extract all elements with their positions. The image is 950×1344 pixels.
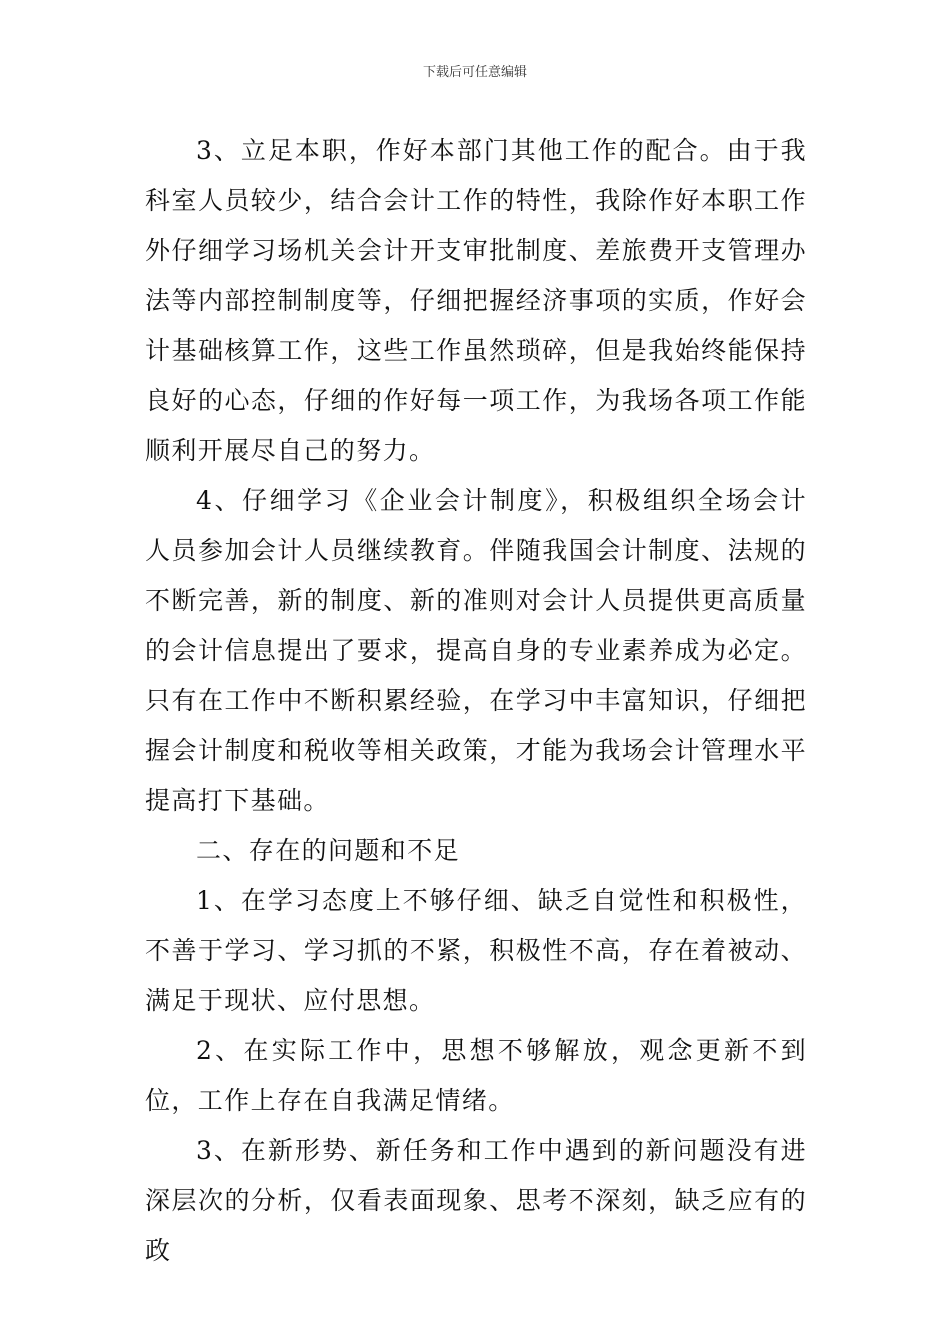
section-heading-problems: 二、存在的问题和不足 <box>196 836 461 865</box>
paragraph-problem-2: 2、在实际工作中，思想不够解放，观念更新不到位，工作上存在自我满足情绪。 <box>145 1036 807 1115</box>
paragraph-item-3-cooperation: 3、立足本职，作好本部门其他工作的配合。由于我科室人员较少，结合会计工作的特性，我除作好本职工作外仔细学习场机关会计开支审批制度、差旅费开支管理办法等内部控制制度等，仔细把握经济事项的实质，作好会计基础核算工作，这些工作虽然琐碎，但是我始终能保持良好的心态，仔细的作好每一项工作，为我场各项工作能顺利开展尽自己的努力。 <box>145 136 807 465</box>
paragraph-problem-3: 3、在新形势、新任务和工作中遇到的新问题没有进深层次的分析，仅看表面现象、思考不深刻，缺乏应有的政 <box>145 1136 807 1265</box>
page-header: 下载后可任意编辑 <box>422 65 527 80</box>
document-body <box>145 126 807 1276</box>
paragraph-problem-1: 1、在学习态度上不够仔细、缺乏自觉性和积极性，不善于学习、学习抓的不紧，积极性不高，存在着被动、满足于现状、应付思想。 <box>145 886 807 1015</box>
paragraph-item-4-study: 4、仔细学习《企业会计制度》，积极组织全场会计人员参加会计人员继续教育。伴随我国会计制度、法规的不断完善，新的制度、新的准则对会计人员提供更高质量的会计信息提出了要求，提高自身的专业素养成为必定。只有在工作中不断积累经验，在学习中丰富知识，仔细把握会计制度和税收等相关政策，才能为我场会计管理水平提高打下基础。 <box>145 486 807 815</box>
